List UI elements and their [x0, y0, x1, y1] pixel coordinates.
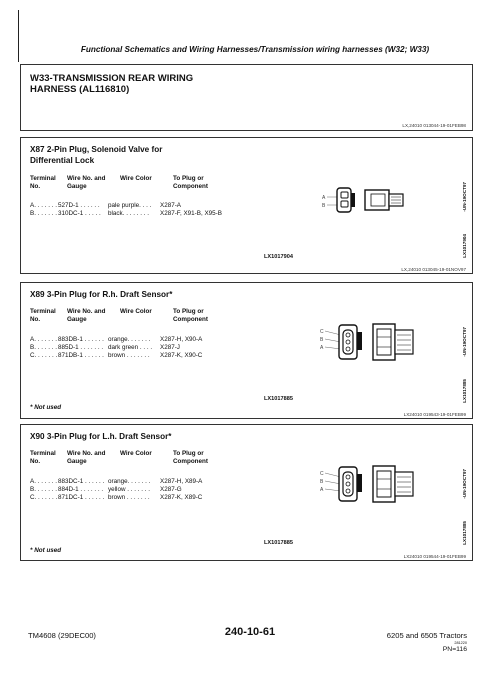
col-to-header: [173, 450, 208, 466]
wire-cell: 527D-1 . . . . . .: [58, 202, 100, 209]
harness-ref-code: LX,24010 013044-19-01FEB98: [402, 123, 466, 128]
col-wire-header: [67, 175, 105, 191]
terminal-cell: C. . . . . . .: [30, 352, 58, 359]
col-terminal-line1: Terminal: [30, 175, 56, 182]
three-pin-connector-illustration: [315, 463, 419, 509]
col-wire-line2: Gauge: [67, 315, 87, 323]
color-cell: dark green . . . .: [108, 344, 153, 351]
col-terminal-line1: Terminal: [30, 308, 56, 315]
harness-title-line2: HARNESS (AL116810): [30, 83, 130, 95]
color-cell: brown . . . . . . .: [108, 352, 150, 359]
terminal-cell: B. . . . . . .: [30, 210, 57, 217]
section-title: [30, 145, 162, 166]
color-cell: orange. . . . . . .: [108, 336, 151, 343]
side-code-lx: LX1017904: [462, 234, 467, 258]
col-wire-line1: Wire No. and: [67, 308, 106, 315]
two-pin-connector-illustration: [315, 184, 415, 218]
not-used-note: * Not used: [30, 547, 62, 554]
table-row: [30, 486, 182, 494]
section-ref-code: LX,24010 013045-19-01NOV97: [401, 267, 466, 272]
col-wire-header: [67, 308, 105, 324]
col-to-line1: To Plug or: [173, 175, 204, 182]
table-row: [30, 210, 222, 218]
color-cell: brown . . . . . . .: [108, 494, 150, 501]
col-to-line2: Component: [173, 182, 208, 190]
col-wire-line2: Gauge: [67, 182, 87, 190]
tractor-models: 6205 and 6505 Tractors: [386, 631, 467, 640]
harness-title: [30, 74, 193, 95]
terminal-cell: B. . . . . . .: [30, 344, 57, 351]
section-x89: [20, 282, 473, 419]
col-wire-line2: Gauge: [67, 457, 87, 465]
table-row: [30, 478, 202, 486]
to-cell: X287-H, X90-A: [160, 336, 203, 343]
col-to-line2: Component: [173, 457, 208, 465]
col-color-header: Wire Color: [120, 450, 152, 457]
page-number: 240-10-61: [224, 626, 276, 638]
color-cell: pale purple. . . .: [108, 202, 152, 209]
color-cell: yellow . . . . . . .: [108, 486, 150, 493]
side-code-lx: LX1017885: [462, 379, 467, 403]
pin-label-c: C: [320, 471, 324, 477]
terminal-cell: A. . . . . . .: [30, 336, 57, 343]
wire-cell: 310DC-1 . . . . .: [58, 210, 101, 217]
figure-label: LX1017885: [264, 540, 293, 546]
manual-id: TM4608 (29DEC00): [28, 631, 96, 640]
col-terminal-line1: Terminal: [30, 450, 56, 457]
col-terminal-header: [30, 175, 56, 191]
col-wire-line1: Wire No. and: [67, 175, 106, 182]
table-row: [30, 344, 180, 352]
section-title-line1: X87 2-Pin Plug, Solenoid Valve for: [30, 145, 163, 154]
wire-cell: 883DC-1 . . . . . .: [58, 478, 105, 485]
terminal-cell: B. . . . . . .: [30, 486, 57, 493]
section-ref-code: LX24010 019543-19-01FEB99: [403, 412, 466, 417]
pin-label-a: A: [322, 195, 326, 201]
col-terminal-line2: No.: [30, 315, 41, 323]
col-to-line1: To Plug or: [173, 450, 204, 457]
to-cell: X287-G: [160, 486, 182, 493]
to-cell: X287-K, X90-C: [160, 352, 203, 359]
section-x87: [20, 137, 473, 274]
harness-title-box: [20, 64, 473, 131]
side-code-lx: LX1017885: [462, 521, 467, 545]
table-row: [30, 352, 202, 360]
side-code-un: -UN-19OCT97: [462, 469, 467, 499]
table-row: [30, 336, 202, 344]
wire-cell: 871DB-1 . . . . . .: [58, 352, 104, 359]
color-cell: black. . . . . . . .: [108, 210, 149, 217]
col-terminal-header: [30, 450, 56, 466]
pn-number: PN=116: [442, 646, 467, 653]
col-to-line2: Component: [173, 315, 208, 323]
pin-label-b: B: [320, 479, 324, 485]
table-row: [30, 494, 202, 502]
section-title-line2: Differential Lock: [30, 155, 95, 165]
harness-title-line1: W33-TRANSMISSION REAR WIRING: [30, 73, 194, 84]
margin-rule: [18, 10, 19, 62]
not-used-note: * Not used: [30, 404, 62, 411]
page-header: Functional Schematics and Wiring Harnesses/Transmission wiring harnesses (W32; W33): [80, 45, 430, 54]
col-to-line1: To Plug or: [173, 308, 204, 315]
figure-label: LX1017885: [264, 396, 293, 402]
section-title: X90 3-Pin Plug for L.h. Draft Sensor*: [30, 432, 172, 441]
to-cell: X287-F, X91-B, X95-B: [160, 210, 222, 217]
col-wire-header: [67, 450, 105, 466]
pin-label-c: C: [320, 329, 324, 335]
three-pin-connector-illustration: [315, 321, 419, 367]
pin-label-b: B: [320, 337, 324, 343]
section-ref-code: LX24010 019544-19-01FEB99: [403, 554, 466, 559]
to-cell: X287-A: [160, 202, 182, 209]
col-terminal-line2: No.: [30, 182, 41, 190]
wire-cell: 885D-1 . . . . . . .: [58, 344, 104, 351]
terminal-cell: A. . . . . . .: [30, 202, 57, 209]
pin-label-b: B: [322, 203, 326, 209]
wire-cell: 883DB-1 . . . . . .: [58, 336, 104, 343]
section-x90: [20, 424, 473, 561]
col-terminal-line2: No.: [30, 457, 41, 465]
pin-label-a: A: [320, 345, 324, 351]
color-cell: orange. . . . . . .: [108, 478, 151, 485]
to-cell: X287-H, X89-A: [160, 478, 203, 485]
print-code: 281220: [454, 641, 467, 645]
wire-cell: 871DC-1 . . . . . .: [58, 494, 105, 501]
col-terminal-header: [30, 308, 56, 324]
to-cell: X287-K, X89-C: [160, 494, 203, 501]
to-cell: X287-J: [160, 344, 180, 351]
section-title: X89 3-Pin Plug for R.h. Draft Sensor*: [30, 290, 173, 299]
pin-label-a: A: [320, 487, 324, 493]
side-code-un: -UN-19OCT97: [462, 182, 467, 212]
col-to-header: [173, 308, 208, 324]
table-row: [30, 202, 181, 210]
side-code-un: -UN-19OCT97: [462, 327, 467, 357]
terminal-cell: A. . . . . . .: [30, 478, 57, 485]
col-color-header: Wire Color: [120, 175, 152, 182]
col-to-header: [173, 175, 208, 191]
terminal-cell: C. . . . . . .: [30, 494, 58, 501]
col-wire-line1: Wire No. and: [67, 450, 106, 457]
wire-cell: 884D-1 . . . . . . .: [58, 486, 104, 493]
col-color-header: Wire Color: [120, 308, 152, 315]
figure-label: LX1017904: [264, 254, 293, 260]
